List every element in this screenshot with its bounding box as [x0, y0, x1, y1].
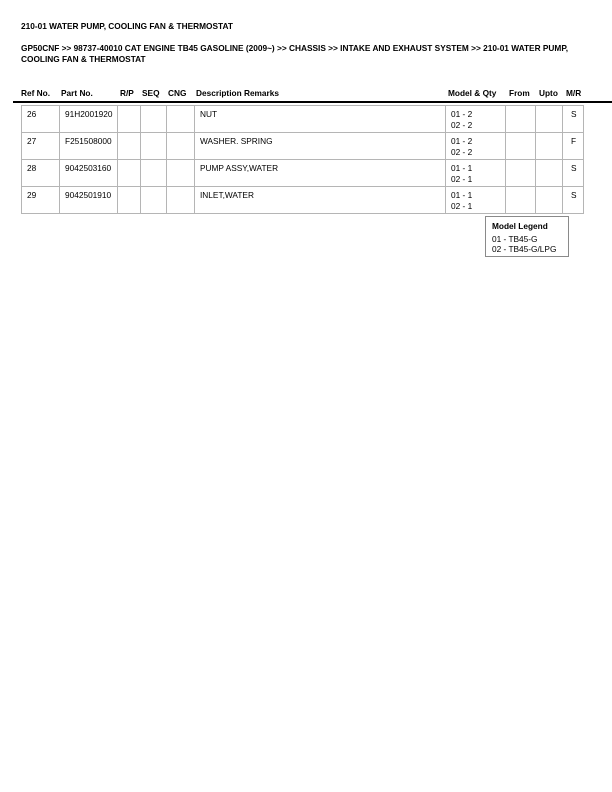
from-cell: [506, 106, 536, 133]
parts-table: [21, 105, 584, 214]
model-qty-cell: [446, 160, 506, 187]
col-header-cng: CNG: [168, 88, 187, 98]
cng-cell: [167, 160, 195, 187]
col-header-description: Description Remarks: [196, 88, 280, 98]
upto-cell: [536, 106, 563, 133]
model-legend-item: 02 - TB45-G/LPG: [492, 244, 557, 254]
col-header-mr: M/R: [566, 88, 582, 98]
upto-cell: [536, 187, 563, 214]
part-no-cell: 91H2001920: [60, 106, 118, 133]
col-header-part-no: Part No.: [61, 88, 93, 98]
rp-cell: [118, 106, 141, 133]
mr-cell: F: [563, 133, 584, 160]
ref-no-cell: 27: [22, 133, 60, 160]
cng-cell: [167, 187, 195, 214]
part-no-cell: 9042503160: [60, 160, 118, 187]
model-qty-line: 01 - 1: [451, 163, 473, 173]
model-qty-line: 01 - 2: [451, 109, 473, 119]
col-header-seq: SEQ: [142, 88, 160, 98]
description-cell: WASHER. SPRING: [195, 133, 446, 160]
breadcrumb: GP50CNF >> 98737-40010 CAT ENGINE TB45 GASOLINE (2009~) >> CHASSIS >> INTAKE AND EXHAUST SYSTEM >> 210-01 WATER PUMP, COOLING FAN & THERMOSTAT: [21, 43, 569, 64]
table-row[interactable]: [22, 160, 584, 187]
from-cell: [506, 160, 536, 187]
col-header-from: From: [509, 88, 530, 98]
col-header-rp: R/P: [120, 88, 134, 98]
rp-cell: [118, 160, 141, 187]
model-qty-cell: [446, 106, 506, 133]
model-qty-line: 02 - 1: [451, 200, 473, 211]
seq-cell: [141, 187, 167, 214]
cng-cell: [167, 133, 195, 160]
seq-cell: [141, 133, 167, 160]
col-header-ref-no: Ref No.: [21, 88, 51, 98]
mr-cell: S: [563, 160, 584, 187]
table-row[interactable]: [22, 187, 584, 214]
from-cell: [506, 133, 536, 160]
description-cell: PUMP ASSY,WATER: [195, 160, 446, 187]
model-qty-cell: [446, 133, 506, 160]
description-cell: INLET,WATER: [195, 187, 446, 214]
model-qty-line: 02 - 2: [451, 119, 473, 130]
col-header-upto: Upto: [539, 88, 558, 98]
table-row[interactable]: [22, 106, 584, 133]
upto-cell: [536, 133, 563, 160]
page-title: 210-01 WATER PUMP, COOLING FAN & THERMOSTAT: [21, 21, 233, 31]
col-header-model-qty: Model & Qty: [448, 88, 497, 98]
seq-cell: [141, 160, 167, 187]
upto-cell: [536, 160, 563, 187]
from-cell: [506, 187, 536, 214]
rp-cell: [118, 187, 141, 214]
model-qty-line: 01 - 2: [451, 136, 473, 146]
part-no-cell: 9042501910: [60, 187, 118, 214]
model-qty-line: 01 - 1: [451, 190, 473, 200]
mr-cell: S: [563, 106, 584, 133]
part-no-cell: F251508000: [60, 133, 118, 160]
rp-cell: [118, 133, 141, 160]
mr-cell: S: [563, 187, 584, 214]
header-divider: [13, 101, 612, 103]
description-cell: NUT: [195, 106, 446, 133]
cng-cell: [167, 106, 195, 133]
model-qty-line: 02 - 2: [451, 146, 473, 157]
ref-no-cell: 26: [22, 106, 60, 133]
seq-cell: [141, 106, 167, 133]
table-row[interactable]: [22, 133, 584, 160]
model-legend: [485, 216, 569, 257]
ref-no-cell: 29: [22, 187, 60, 214]
model-legend-item: 01 - TB45-G: [492, 234, 538, 244]
ref-no-cell: 28: [22, 160, 60, 187]
model-qty-cell: [446, 187, 506, 214]
model-qty-line: 02 - 1: [451, 173, 473, 184]
model-legend-title: Model Legend: [492, 221, 548, 231]
